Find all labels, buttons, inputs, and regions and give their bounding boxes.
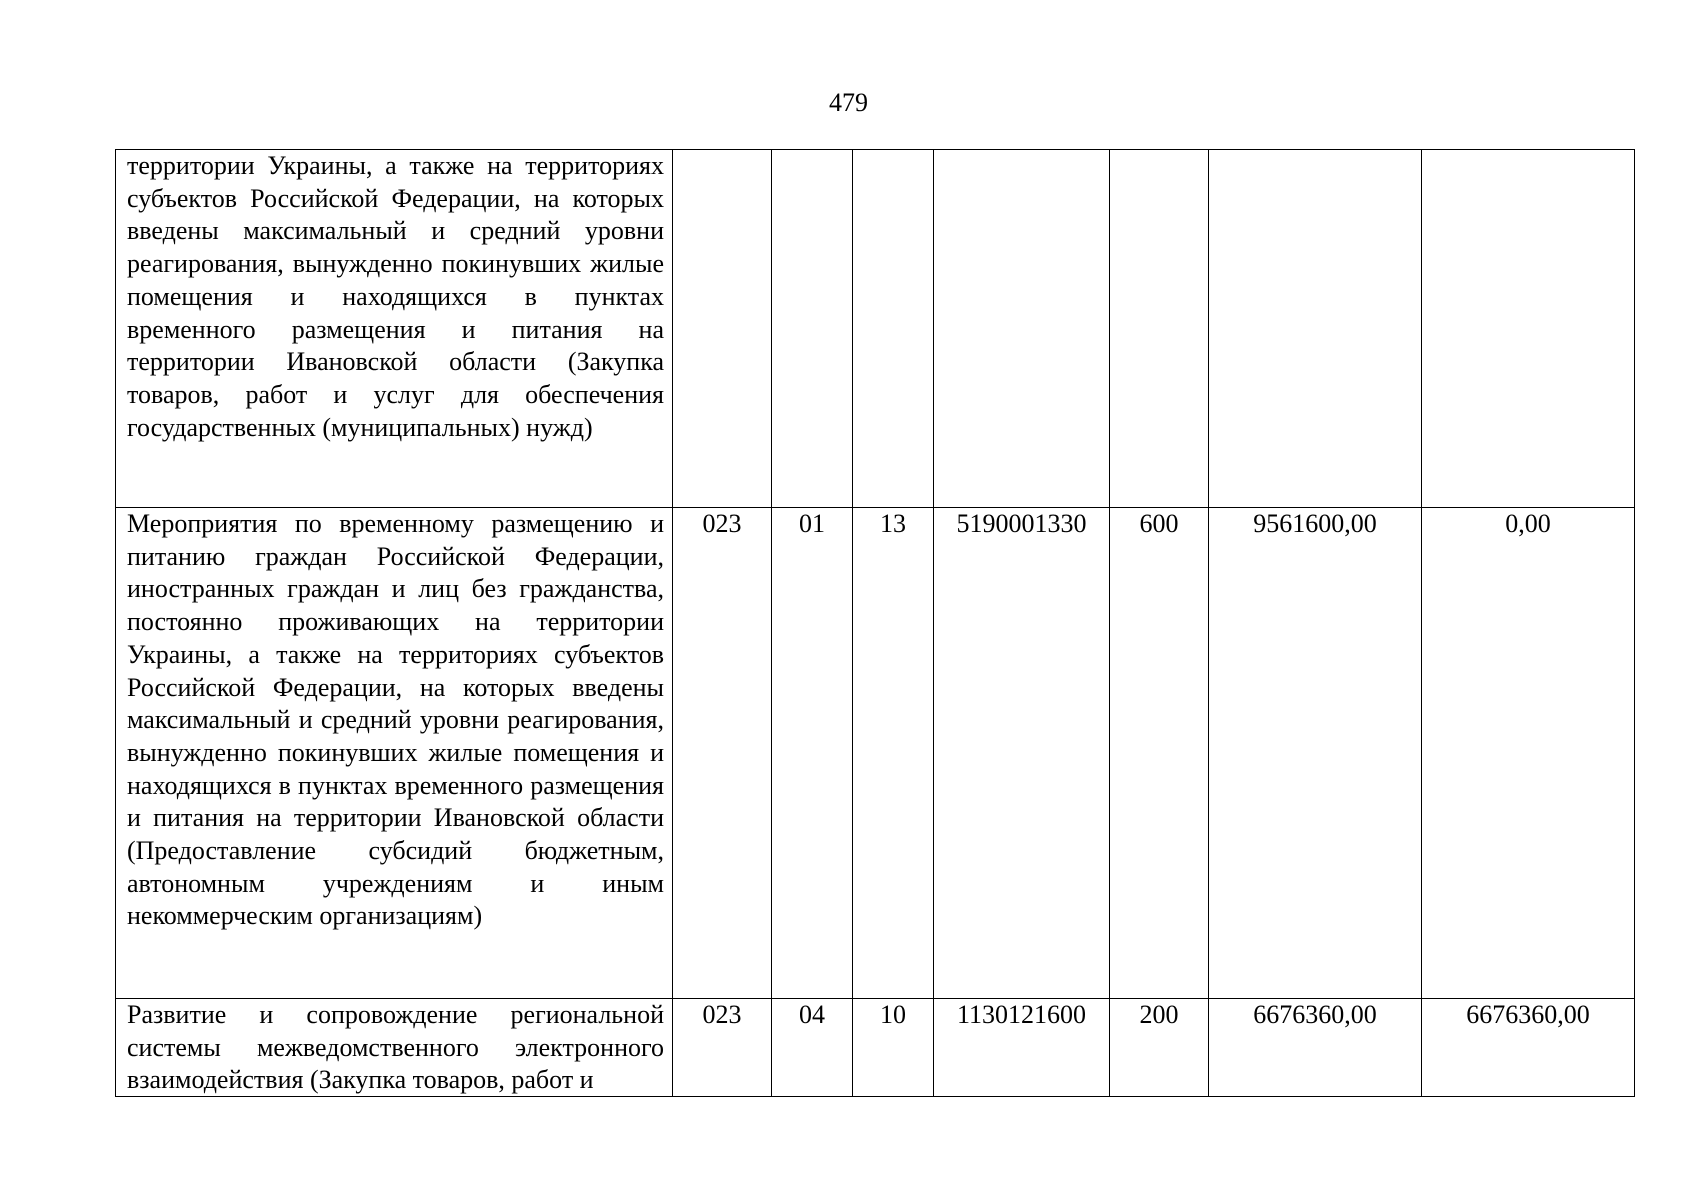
row-description: Мероприятия по временному размещению и питанию граждан Российской Федерации, иностранных граждан и лиц без гражданства, постоянно проживающих на территории Украины, а также на территориях субъектов Российской Федерации, на которых введены максимальный и средний уровни реагирования, вынужденно покинувших жилые помещения и находящихся в пунктах временного размещения и питания на территории Ивановской области (Предоставление субсидий бюджетным, автономным учреждениям и иным некоммерческим организациям) (116, 508, 673, 999)
expense-type-cell (1110, 150, 1209, 508)
page-number: 479 (829, 88, 868, 117)
subsection-code-cell (853, 150, 934, 508)
section-code-cell: 01 (772, 508, 853, 999)
sum-second-year-cell (1422, 150, 1635, 508)
table-row (116, 999, 1635, 1097)
sum-first-year-cell: 9561600,00 (1209, 508, 1422, 999)
budget-table (115, 149, 1635, 1097)
expense-type-cell: 600 (1110, 508, 1209, 999)
grbs-code-cell: 023 (673, 508, 772, 999)
target-article-cell (934, 150, 1110, 508)
expense-type-cell: 200 (1110, 999, 1209, 1097)
section-code-cell (772, 150, 853, 508)
sum-second-year-cell: 6676360,00 (1422, 999, 1635, 1097)
table-row (116, 508, 1635, 999)
target-article-cell: 1130121600 (934, 999, 1110, 1097)
sum-first-year-cell (1209, 150, 1422, 508)
row-description: Развитие и сопровождение региональной системы межведомственного электронного взаимодействия (Закупка товаров, работ и (116, 999, 673, 1097)
table-row (116, 150, 1635, 508)
target-article-cell: 5190001330 (934, 508, 1110, 999)
grbs-code-cell (673, 150, 772, 508)
row-description: территории Украины, а также на территориях субъектов Российской Федерации, на которых введены максимальный и средний уровни реагирования, вынужденно покинувших жилые помещения и находящихся в пунктах временного размещения и питания на территории Ивановской области (Закупка товаров, работ и услуг для обеспечения государственных (муниципальных) нужд) (116, 150, 673, 508)
section-code-cell: 04 (772, 999, 853, 1097)
subsection-code-cell: 10 (853, 999, 934, 1097)
subsection-code-cell: 13 (853, 508, 934, 999)
sum-second-year-cell: 0,00 (1422, 508, 1635, 999)
sum-first-year-cell: 6676360,00 (1209, 999, 1422, 1097)
grbs-code-cell: 023 (673, 999, 772, 1097)
